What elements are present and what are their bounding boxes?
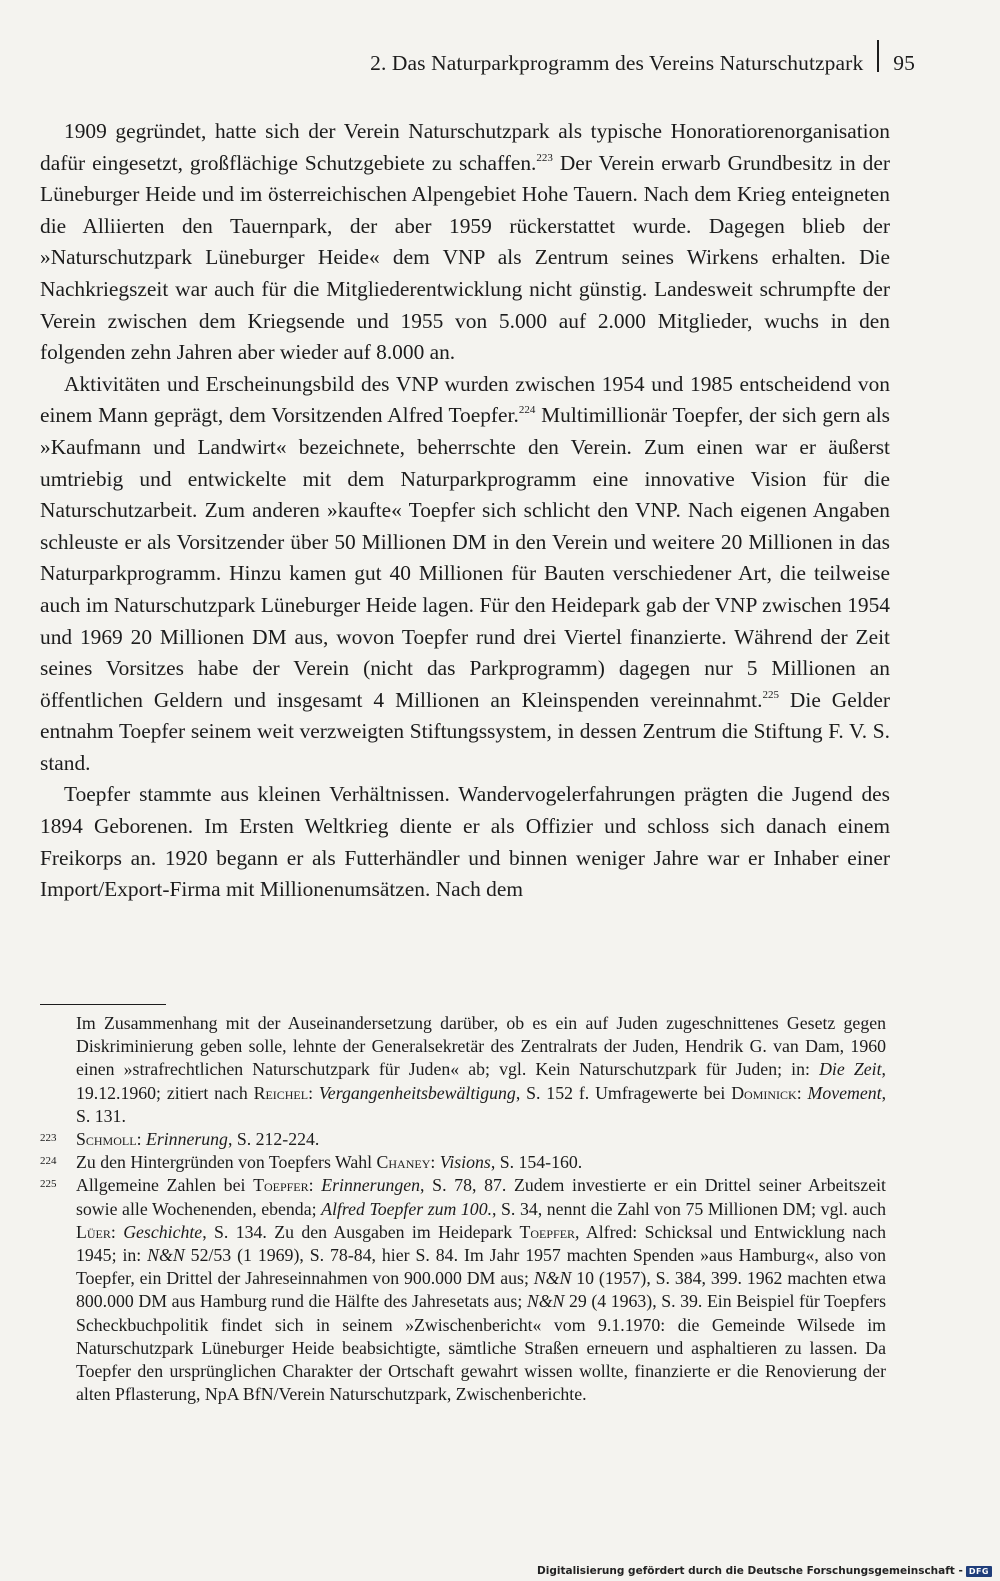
footnote-ref-225[interactable]: 225 [762, 688, 779, 701]
footnote-text: Im Zusammenhang mit der Auseinandersetzung darüber, ob es ein auf Juden zugeschnittenes Gesetz gegen Diskriminierung geben solle, lehnte der Generalsekretär des Zentralrats der Juden, Hendrik G. van Dam, 1960 einen »strafrechtlichen Naturschutzpark für Juden« ab; vgl. Kein Naturschutzpark für Juden; in: Die Zeit, 19.12.1960; zitiert nach Reichel: Vergangenheitsbewältigung, S. 152 f. Umfragewerte bei Dominick: Movement, S. 131. [76, 1013, 887, 1126]
footnote-number: 225 [40, 1178, 57, 1191]
footnote-223 [40, 1128, 886, 1151]
paragraph-2-text-c: Die Gelder entnahm Toepfer seinem weit verzweigten Stiftungssystem, in dessen Zentrum die Stiftung F. V. S. stand. [40, 687, 890, 775]
paragraph-3: Toepfer stammte aus kleinen Verhältnissen. Wandervogelerfahrungen prägten die Jugend des 1894 Geborenen. Im Ersten Weltkrieg diente er als Offizier und schloss sich danach einem Freikorps an. 1920 begann er als Futterhändler und binnen weniger Jahre war er Inhaber einer Import/Export-Firma mit Millionenumsätzen. Nach dem [40, 782, 890, 902]
digitization-notice [537, 1565, 992, 1577]
digitization-text: Digitalisierung gefördert durch die Deutsche Forschungsgemeinschaft - [537, 1565, 963, 1577]
footnote-number: 223 [40, 1132, 57, 1145]
footnotes [40, 1012, 886, 1406]
paragraph-2 [40, 369, 890, 780]
paragraph-2-text-a: Aktivitäten und Erscheinungsbild des VNP wurden zwischen 1954 und 1985 entscheidend von einem Mann geprägt, dem Vorsitzenden Alfred Toepfer. [40, 371, 890, 428]
footnote-225 [40, 1174, 886, 1406]
chapter-title: 2. Das Naturparkprogramm des Vereins Naturschutzpark [370, 51, 864, 75]
footnote-text: Allgemeine Zahlen bei Toepfer: Erinnerungen, S. 78, 87. Zudem investierte er ein Drittel seiner Arbeitszeit sowie alle Wochenenden, ebenda; Alfred Toepfer zum 100., S. 34, nennt die Zahl von 75 Millionen DM; vgl. auch Lüer: Geschichte, S. 134. Zu den Ausgaben im Heidepark Toepfer, Alfred: Schicksal und Entwicklung nach 1945; in: N&N 52/53 (1 1969), S. 78-84, hier S. 84. Im Jahr 1957 machten Spenden »aus Hamburg«, also von Toepfer, ein Drittel der Jahreseinnahmen von 900.000 DM aus; N&N 10 (1957), S. 384, 399. 1962 machten etwa 800.000 DM aus Hamburg rund die Hälfte des Jahresetats aus; N&N 29 (4 1963), S. 39. Ein Beispiel für Toepfers Scheckbuchpolitik findet sich in seinem »Zwischenbericht« vom 9.1.1970: die Gemeinde Wilsede im Naturschutzpark Lüneburger Heide beabsichtigte, sämtliche Straßen erneuern und asphaltieren zu lassen. Da Toepfer den ursprünglichen Charakter der Ortschaft gewahrt wissen wollte, finanzierte er die Renovierung der alten Pflasterung, NpA BfN/Verein Naturschutzpark, Zwischenberichte. [76, 1175, 887, 1405]
footnote-continued [40, 1012, 886, 1128]
footnote-text: Schmoll: Erinnerung, S. 212-224. [76, 1129, 320, 1150]
paragraph-1-text-a: 1909 gegründet, hatte sich der Verein Naturschutzpark als typische Honoratiorenorganisation dafür eingesetzt, großflächige Schutzgebiete zu schaffen. [40, 119, 890, 175]
paragraph-2-text-b: Multimillionär Toepfer, der sich gern als »Kaufmann und Landwirt« bezeichnete, beherrschte den Verein. Zum einen war er äußerst umtriebig und entwickelte mit dem Naturparkprogramm eine innovative Vision für die Naturschutzarbeit. Zum anderen »kaufte« Toepfer sich schlicht den VNP. Nach eigenen Angaben schleuste er als Vorsitzender über 50 Millionen DM in den Verein und weitere 20 Millionen in das Naturparkprogramm. Hinzu kamen gut 40 Millionen für Bauten verschiedener Art, die teilweise auch im Naturschutzpark Lüneburger Heide lagen. Für den Heidepark gab der VNP zwischen 1954 und 1969 20 Millionen DM aus, wovon Toepfer rund drei Viertel finanzierte. Während der Zeit seines Vorsitzes habe der Verein (nicht das Parkprogramm) dagegen nur 5 Millionen an öffentlichen Geldern und insgesamt 4 Millionen an Kleinspenden vereinnahmt. [40, 403, 890, 712]
running-head [40, 46, 915, 80]
main-text [40, 116, 890, 906]
page-number: 95 [893, 51, 915, 75]
footnote-text: Zu den Hintergründen von Toepfers Wahl Chaney: Visions, S. 154-160. [76, 1152, 583, 1173]
footnote-224 [40, 1151, 886, 1174]
footnote-number: 224 [40, 1155, 57, 1168]
footnote-divider [40, 1004, 166, 1005]
footnote-ref-223[interactable]: 223 [536, 151, 553, 164]
dfg-logo: DFG [966, 1566, 992, 1577]
paragraph-1-text-b: Der Verein erwarb Grundbesitz in der Lüneburger Heide und im österreichischen Alpengebiet Hohe Tauern. Nach dem Krieg enteigneten die Alliierten den Tauernpark, der aber 1959 rückerstattet wurde. Dagegen blieb der »Naturschutzpark Lüneburger Heide« dem VNP als Zentrum seines Wirkens erhalten. Die Nachkriegszeit war auch für die Mitgliederentwicklung nicht günstig. Landesweit schrumpfte der Verein zwischen dem Kriegsende und 1955 von 5.000 auf 2.000 Mitglieder, wuchs in den folgenden zehn Jahren aber wieder auf 8.000 an. [40, 150, 890, 365]
footnote-ref-224[interactable]: 224 [518, 404, 536, 417]
paragraph-1 [40, 116, 890, 369]
footnote-number-blank [40, 1012, 76, 1128]
